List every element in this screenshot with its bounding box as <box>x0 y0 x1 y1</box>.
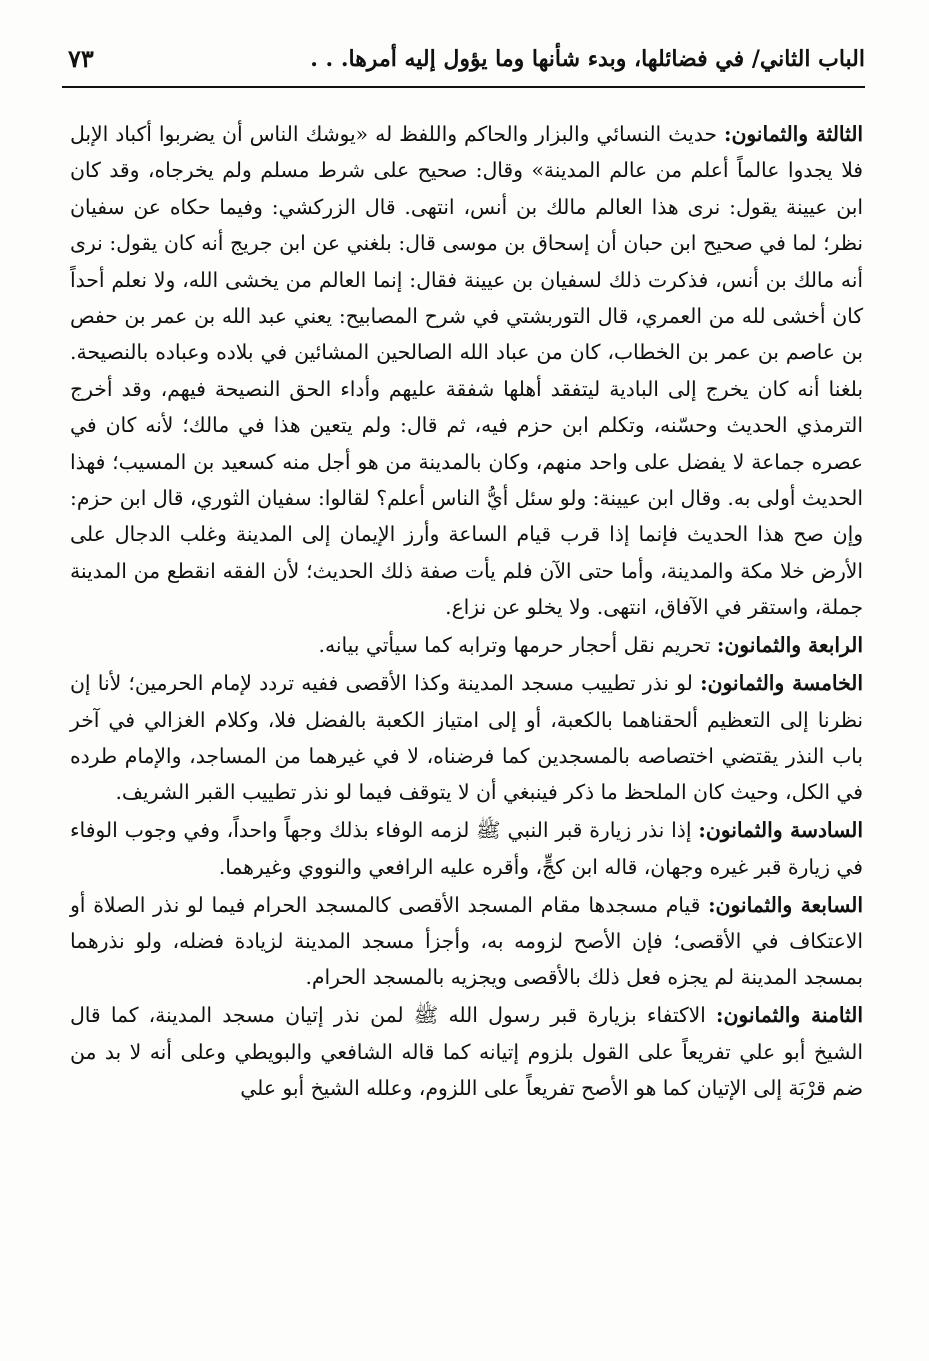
page-number: ٧٣ <box>68 44 94 73</box>
paragraph-88 <box>70 997 863 1106</box>
paragraph-label: الخامسة والثمانون: <box>700 671 863 696</box>
paragraph-text: قيام مسجدها مقام المسجد الأقصى كالمسجد الحرام فيما لو نذر الصلاة أو الاعتكاف في الأقصى؛ فإن الأصح لزومه به، وأجزأ مسجد المدينة لزيادة فضله، ولو نذرهما بمسجد المدينة لم يجزه فعل ذلك بالأقصى ويجزيه بالمسجد الحرام. <box>70 892 863 990</box>
running-header <box>62 40 865 88</box>
paragraph-text: الاكتفاء بزيارة قبر رسول الله ﷺ لمن نذر إتيان مسجد المدينة، كما قال الشيخ أبو علي تفريعاً على القول بلزوم إتيانه كما قاله الشافعي والبويطي وعلى أنه لا بد من ضم قرْبَة إلى الإتيان كما هو الأصح تفريعاً على اللزوم، وعلله الشيخ أبو علي <box>70 1003 863 1101</box>
paragraph-label: السادسة والثمانون: <box>698 818 863 843</box>
paragraph-label: الثالثة والثمانون: <box>723 122 864 146</box>
paragraph-84 <box>70 627 863 663</box>
paragraph-85 <box>70 665 863 811</box>
paragraph-label: الثامنة والثمانون: <box>716 1003 863 1028</box>
paragraph-text: حديث النسائي والبزار والحاكم واللفظ له «يوشك الناس أن يضربوا أكباد الإبل فلا يجدوا عالماً أعلم من عالم المدينة» وقال: صحيح على شرط مسلم ولم يخرجاه، وقد كان ابن عيينة يقول: نرى هذا العالم مالك بن أنس، انتهى. قال الزركشي: وفيما حكاه عن سفيان نظر؛ لما في صحيح ابن حبان أن إسحاق بن موسى قال: بلغني عن ابن جريج أنه كان يقول: نرى أنه مالك بن أنس، فذكرت ذلك لسفيان بن عيينة فقال: إنما العالم من يخشى الله، ولا نعلم أحداً كان أخشى لله من العمري، قال التوربشتي في شرح المصابيح: يعني عبد الله بن عمر بن حفص بن عاصم بن عمر بن الخطاب، كان من عباد الله الصالحين المشائين في بلاده وعباده بالنصيحة. بلغنا أنه كان يخرج إلى البادية ليتفقد أهلها شفقة عليهم وأداء الحق النصيحة فيهم، وقد أخرج الترمذي الحديث وحسّنه، وتكلم ابن حزم فيه، ثم قال: ولم يتعين هذا في مالك؛ لأنه كان في عصره جماعة لا يفضل على واحد منهم، وكان بالمدينة من هو أجل منه كسعيد بن المسيب؛ فهذا الحديث أولى به. وقال ابن عيينة: ولو سئل أيُّ الناس أعلم؟ لقالوا: سفيان الثوري، قال ابن حزم: وإن صح هذا الحديث فإنما إذا قرب قيام الساعة وأرز الإيمان إلى المدينة وغلب الدجال على الأرض خلا مكة والمدينة، وأما حتى الآن فلم يأت صفة ذلك الحديث؛ لأن الفقه انقطع من المدينة جملة، واستقر في الآفاق، انتهى. ولا يخلو عن نزاع. <box>70 122 863 620</box>
paragraph-87 <box>70 887 863 996</box>
page-body <box>70 116 863 1108</box>
paragraph-83 <box>70 116 863 626</box>
paragraph-text: تحريم نقل أحجار حرمها وترابه كما سيأتي بيانه. <box>318 633 717 658</box>
chapter-title: الباب الثاني/ في فضائلها، وبدء شأنها وما يؤول إليه أمرها. . . <box>310 46 865 72</box>
paragraph-text: إذا نذر زيارة قبر النبي ﷺ لزمه الوفاء بذلك وجهاً واحداً، وفي وجوب الوفاء في زيارة قبر غيره وجهان، قاله ابن كجٍّ، وأقره عليه الرافعي والنووي وغيرهما. <box>70 818 863 879</box>
paragraph-label: الرابعة والثمانون: <box>716 633 863 658</box>
paragraph-86 <box>70 812 863 885</box>
paragraph-label: السابعة والثمانون: <box>708 892 863 917</box>
paragraph-text: لو نذر تطييب مسجد المدينة وكذا الأقصى ففيه تردد لإمام الحرمين؛ لأنا إن نظرنا إلى التعظيم ألحقناهما بالكعبة، أو إلى امتياز الكعبة بالفضل فلا، وكلام الغزالي في آخر باب النذر يقتضي اختصاصه بالمسجدين كما فرضناه، لا في غيرهما من المساجد، والإمام طرده في الكل، وحيث كان الملحظ ما ذكر فينبغي أن لا يتوقف فيما لو نذر تطييب القبر الشريف. <box>70 671 863 805</box>
